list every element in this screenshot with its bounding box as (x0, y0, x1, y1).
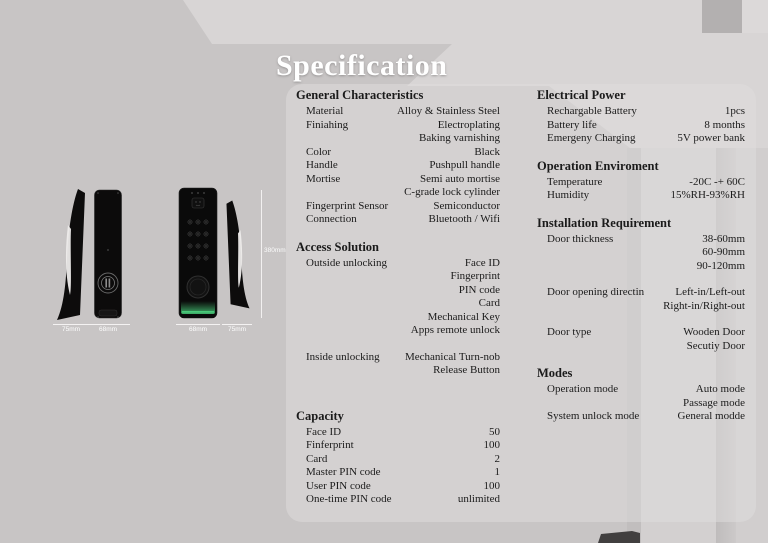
spec-value (348, 119, 500, 146)
section-title: Operation Enviroment (537, 158, 659, 173)
spec-value-line: 5V power bank (677, 132, 745, 144)
section-title: General Characteristics (296, 88, 424, 102)
page-title: Specification (276, 49, 448, 82)
section-title: Modes (537, 366, 573, 380)
spec-value (354, 439, 500, 453)
spec-section (296, 240, 500, 378)
spec-label: Operation mode (547, 383, 619, 395)
dimension-label-3: 68mm (176, 324, 220, 333)
spec-row (296, 105, 500, 119)
spec-row (537, 119, 745, 133)
spec-value-line: 50 (489, 425, 500, 438)
spec-row (296, 439, 500, 453)
spec-value-line: Semi auto mortise (419, 172, 500, 185)
spec-label: Door type (547, 326, 592, 338)
spec-row (296, 480, 500, 494)
spec-section (296, 88, 500, 227)
spec-label: Face ID (306, 425, 342, 438)
spec-value (381, 466, 500, 480)
spec-value-line: Fingerprint (450, 270, 500, 282)
dimension-label-2: 68mm (86, 324, 130, 333)
spec-value (637, 105, 745, 119)
spec-column-left (296, 88, 500, 507)
lock-indoor-panel-image (93, 188, 123, 322)
spec-value-line: Release Button (433, 364, 500, 376)
spec-label: Temperature (547, 175, 603, 188)
spec-value-line: 60-90mm (702, 246, 745, 258)
section-title: Capacity (296, 408, 344, 423)
spec-value-line: Baking varnishing (419, 132, 500, 144)
spec-value-line: -20C -+ 60C (689, 175, 745, 188)
section-title: Electrical Power (537, 88, 626, 102)
bg-bottom-right-notch (598, 531, 640, 543)
spec-row (296, 351, 500, 378)
spec-value (371, 480, 500, 494)
spec-section (537, 88, 745, 146)
screw-icon (97, 316, 99, 318)
spec-row (296, 453, 500, 467)
spec-row (296, 466, 500, 480)
spec-row (537, 189, 745, 203)
spec-label: Humidity (547, 189, 590, 201)
spec-value-line: Passage mode (682, 396, 745, 409)
spec-label: Handle (306, 159, 338, 171)
spec-value-line: 100 (483, 479, 500, 492)
spec-label: Inside unlocking (306, 350, 380, 363)
spec-value (597, 119, 745, 133)
spec-row (537, 233, 745, 274)
spec-row (537, 132, 745, 146)
spec-value-line: Electroplating (437, 118, 500, 131)
spec-value (388, 200, 500, 214)
spec-row (296, 426, 500, 440)
spec-value (357, 213, 500, 227)
spec-row (296, 146, 500, 160)
spec-value-line: Semiconductor (433, 199, 500, 212)
spec-section (537, 216, 745, 354)
spec-row (537, 383, 745, 410)
spec-value-line: Mechanical Key (427, 310, 500, 323)
camera-ring-icon (187, 276, 209, 298)
spec-value-line: 8 months (704, 118, 745, 131)
spec-value (613, 233, 745, 274)
spec-label: Door opening directin (547, 286, 645, 298)
section-title: Access Solution (296, 239, 379, 254)
spec-row (296, 257, 500, 338)
spec-value-line: 90-120mm (696, 259, 745, 272)
spec-row (296, 493, 500, 507)
spec-value (636, 132, 746, 146)
spec-value-line: 100 (483, 439, 500, 451)
spec-value (343, 105, 500, 119)
bg-top-right-light-block (742, 0, 768, 33)
green-glow-line (182, 311, 214, 313)
spec-label: One-time PIN code (306, 493, 392, 505)
lock-side-view-left-image (54, 187, 88, 321)
spec-value-line: General modde (677, 410, 745, 422)
spec-label: Mortise (306, 172, 341, 185)
spec-row (537, 410, 745, 424)
spec-row (537, 176, 745, 190)
spec-row (296, 159, 500, 173)
spec-value (618, 383, 745, 410)
spec-label: Card (306, 452, 328, 465)
spec-value-line: Face ID (464, 256, 500, 269)
spec-row (537, 326, 745, 353)
spec-label: Fingerprint Sensor (306, 199, 389, 212)
spec-section (537, 366, 745, 424)
indicator-dot-icon (107, 249, 109, 251)
bg-top-right-dark-block (702, 0, 742, 33)
spec-value (338, 159, 500, 173)
spec-value-line: PIN code (458, 283, 500, 296)
spec-label: Finiahing (306, 118, 349, 131)
spec-value-line: 1pcs (724, 105, 745, 117)
spec-value (602, 176, 745, 190)
spec-label: Rechargable Battery (547, 105, 637, 117)
spec-value-line: unlimited (457, 493, 500, 505)
lock-side-view-right-image (224, 188, 252, 320)
spec-label: Finferprint (306, 439, 354, 451)
spec-value (340, 173, 500, 200)
spec-label: User PIN code (306, 479, 371, 492)
spec-row (537, 105, 745, 119)
spec-label: System unlock mode (547, 410, 640, 422)
spec-label: Connection (306, 213, 357, 225)
spec-section (296, 409, 500, 507)
spec-value-line: Card (478, 297, 500, 309)
face-display-icon (192, 198, 204, 208)
section-title: Installation Requirement (537, 215, 672, 230)
screw-icon (117, 316, 119, 318)
spec-label: Outside unlocking (306, 256, 387, 269)
screw-icon (97, 192, 99, 194)
dimension-label-1: 75mm (53, 324, 89, 333)
spec-value-line: C-grade lock cylinder (404, 186, 500, 198)
spec-value-line: 2 (494, 452, 500, 465)
spec-value (591, 326, 745, 353)
height-ruler-line (261, 190, 262, 318)
spec-value-line: 15%RH-93%RH (670, 189, 745, 201)
spec-value (331, 146, 500, 160)
spec-value-line: 1 (494, 466, 500, 478)
spec-value-line: Wooden Door (683, 326, 745, 338)
spec-value (380, 351, 500, 378)
dimension-label-4: 75mm (222, 324, 252, 333)
spec-value (589, 189, 745, 203)
spec-value-line: Left-in/Left-out (675, 286, 745, 298)
spec-value-line: Alloy & Stainless Steel (397, 105, 500, 117)
spec-column-right (537, 88, 745, 424)
spec-value (639, 410, 745, 424)
spec-value (644, 286, 745, 313)
spec-label: Door thickness (547, 232, 614, 245)
spec-value-line: Apps remote unlock (410, 324, 500, 336)
spec-value-line: 38-60mm (702, 232, 745, 245)
spec-value (327, 453, 500, 467)
spec-row (296, 173, 500, 200)
spec-value-line: Black (474, 145, 500, 158)
spec-row (537, 286, 745, 313)
spec-value-line: Right-in/Right-out (663, 299, 745, 312)
spec-value-line: Bluetooth / Wifi (428, 213, 500, 225)
spec-label: Emergeny Charging (547, 132, 636, 144)
spec-row (296, 200, 500, 214)
lock-outdoor-panel-image (177, 186, 219, 322)
spec-row (296, 119, 500, 146)
spec-row (296, 213, 500, 227)
spec-value (341, 426, 500, 440)
spec-value (392, 493, 500, 507)
spec-label: Master PIN code (306, 466, 381, 478)
spec-label: Material (306, 105, 344, 117)
height-dimension-label: 380mm (264, 247, 286, 254)
spec-label: Battery life (547, 118, 597, 131)
spec-value (387, 257, 500, 338)
spec-value-line: Secutiy Door (686, 339, 745, 352)
spec-value-line: Pushpull handle (429, 159, 500, 171)
spec-section (537, 159, 745, 203)
spec-label: Color (306, 145, 332, 158)
screw-icon (117, 192, 119, 194)
spec-value-line: Auto mode (695, 383, 745, 395)
spec-value-line: Mechanical Turn-nob (404, 350, 500, 363)
